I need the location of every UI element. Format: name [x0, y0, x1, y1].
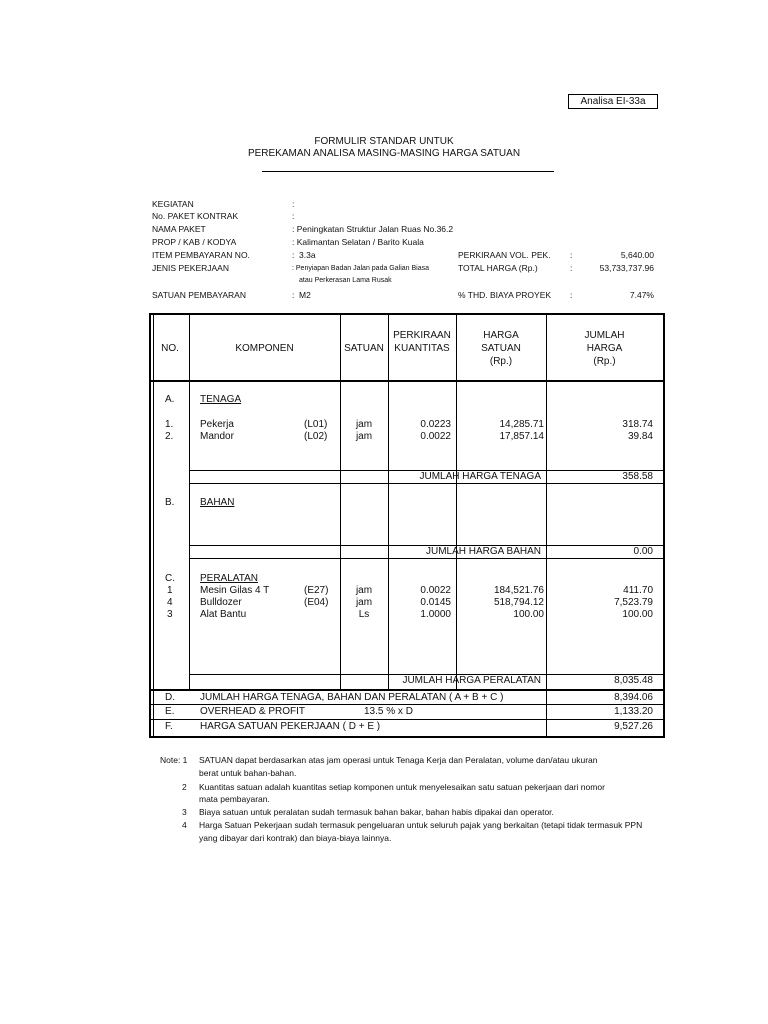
- note-2-num: 2: [182, 782, 187, 792]
- row-qty: 0.0223: [420, 419, 451, 430]
- title-underline: [262, 171, 554, 172]
- row-unit: jam: [355, 431, 373, 442]
- tenaga-sum-label: JUMLAH HARGA TENAGA: [419, 471, 541, 482]
- tenaga-sum-value: 358.58: [622, 471, 653, 482]
- row-code: (E04): [304, 597, 329, 608]
- total-value: 53,733,737.96: [599, 263, 654, 273]
- bahan-sum-bottom: [189, 558, 663, 559]
- d-row-bottom: [151, 704, 663, 705]
- note-3a: Biaya satuan untuk peralatan sudah termasuk bahan bakar, bahan habis dipakai dan operator.: [199, 807, 554, 817]
- jenis-value-1: : Penyiapan Badan Jalan pada Galian Biasa: [292, 265, 429, 272]
- row-code-d: D.: [165, 692, 175, 703]
- total-colon: :: [570, 263, 573, 273]
- row-name: Alat Bantu: [200, 609, 247, 620]
- header-jumlah: JUMLAH: [584, 330, 625, 341]
- row-value-d: 8,394.06: [614, 692, 653, 703]
- note-2a: Kuantitas satuan adalah kuantitas setiap komponen untuk menyelesaikan satu satuan pekerjaan dari nomor: [199, 782, 605, 792]
- document-reference: Analisa EI-33a: [568, 94, 658, 109]
- row-label-d: JUMLAH HARGA TENAGA, BAHAN DAN PERALATAN ( A + B + C ): [200, 692, 504, 703]
- vol-value: 5,640.00: [620, 250, 654, 260]
- pct-label: % THD. BIAYA PROYEK: [458, 290, 552, 300]
- row-code: (L02): [304, 431, 328, 442]
- header-jumlah-harga: HARGA: [586, 343, 623, 354]
- item-value: 3.3a: [299, 250, 316, 260]
- note-1a: SATUAN dapat berdasarkan atas jam operasi untuk Tenaga Kerja dan Peralatan, volume dan/atau ukuran: [199, 755, 598, 765]
- header-jumlah-rp: (Rp.): [593, 356, 616, 367]
- row-price: 184,521.76: [493, 585, 544, 596]
- row-name: Mesin Gilas 4 T: [200, 585, 270, 596]
- col-line-no: [189, 315, 190, 689]
- header-harga: HARGA: [483, 330, 519, 341]
- header-komponen: KOMPONEN: [235, 343, 294, 354]
- row-unit: jam: [355, 585, 373, 596]
- header-satuan: SATUAN: [344, 343, 384, 354]
- section-code-a: A.: [165, 394, 175, 405]
- row-name: Bulldozer: [200, 597, 242, 608]
- note-4a: Harga Satuan Pekerjaan sudah termasuk pengeluaran untuk seluruh pajak yang berkaitan (tetapi tidak termasuk PPN: [199, 820, 643, 830]
- total-label: TOTAL HARGA (Rp.): [458, 263, 538, 273]
- row-total: 100.00: [622, 609, 653, 620]
- row-no: 1: [167, 585, 173, 596]
- row-total: 7,523.79: [614, 597, 653, 608]
- peralatan-sum-value: 8,035.48: [614, 675, 653, 686]
- header-bottom-line: [151, 380, 663, 382]
- row-total: 39.84: [627, 431, 653, 442]
- row-total: 318.74: [622, 419, 653, 430]
- paket-label: No. PAKET KONTRAK: [152, 211, 239, 221]
- form-title-line2: PEREKAMAN ANALISA MASING-MASING HARGA SATUAN: [247, 148, 521, 159]
- nama-label: NAMA PAKET: [152, 224, 206, 234]
- peralatan-sum-bottom: [151, 689, 663, 691]
- row-total: 411.70: [623, 585, 653, 596]
- header-kuantitas: KUANTITAS: [394, 343, 450, 354]
- peralatan-sum-label: JUMLAH HARGA PERALATAN: [402, 675, 541, 686]
- e-row-bottom: [151, 719, 663, 720]
- bahan-sum-label: JUMLAH HARGA BAHAN: [425, 546, 541, 557]
- header-harga-satuan: SATUAN: [481, 343, 521, 354]
- section-title-peralatan: PERALATAN: [200, 573, 258, 584]
- col-line-satuan: [388, 315, 389, 689]
- row-code-f: F.: [165, 721, 173, 732]
- row-value-f: 9,527.26: [614, 721, 653, 732]
- col-line-kuantitas: [456, 315, 457, 689]
- row-price: 14,285.71: [499, 419, 544, 430]
- note-1b: berat untuk bahan-bahan.: [199, 768, 297, 778]
- section-title-bahan: BAHAN: [200, 497, 235, 508]
- satuan-value: M2: [299, 290, 311, 300]
- row-price: 100.00: [513, 609, 544, 620]
- inner-left-border: [153, 315, 154, 736]
- note-4b: yang dibayar dari kontrak) dan biaya-biaya lainnya.: [199, 833, 392, 843]
- prop-label: PROP / KAB / KODYA: [152, 237, 237, 247]
- col-line-harga: [546, 315, 547, 736]
- row-label-f: HARGA SATUAN PEKERJAAN ( D + E ): [200, 721, 381, 732]
- prop-value: : Kalimantan Selatan / Barito Kuala: [292, 237, 424, 247]
- vol-colon: :: [570, 250, 573, 260]
- note-3-num: 3: [182, 807, 187, 817]
- row-code: (E27): [304, 585, 329, 596]
- section-code-c: C.: [165, 573, 175, 584]
- kegiatan-value: :: [292, 199, 295, 209]
- row-price: 518,794.12: [493, 597, 544, 608]
- row-label-e: OVERHEAD & PROFIT: [200, 706, 306, 717]
- analysis-table: [149, 313, 665, 738]
- row-name: Mandor: [200, 431, 234, 442]
- row-unit: jam: [355, 597, 373, 608]
- vol-label: PERKIRAAN VOL. PEK.: [458, 250, 551, 260]
- paket-value: :: [292, 211, 295, 221]
- col-line-komponen: [340, 315, 341, 689]
- row-no: 4: [167, 597, 173, 608]
- pct-colon: :: [570, 290, 573, 300]
- note-prefix: Note: 1: [160, 755, 188, 765]
- row-no: 3: [167, 609, 173, 620]
- row-no: 1.: [165, 419, 174, 430]
- row-mid-e: 13.5 % x D: [364, 706, 413, 717]
- item-colon: :: [292, 250, 295, 260]
- row-name: Pekerja: [200, 419, 234, 430]
- row-code-e: E.: [165, 706, 175, 717]
- row-value-e: 1,133.20: [614, 706, 653, 717]
- satuan-label: SATUAN PEMBAYARAN: [152, 290, 246, 300]
- row-qty: 0.0022: [420, 431, 451, 442]
- section-title-tenaga: TENAGA: [200, 394, 242, 405]
- row-code: (L01): [304, 419, 328, 430]
- jenis-label: JENIS PEKERJAAN: [152, 263, 229, 273]
- header-harga-rp: (Rp.): [489, 356, 513, 367]
- tenaga-sum-bottom: [189, 483, 663, 484]
- row-unit: Ls: [358, 609, 370, 620]
- bahan-sum-value: 0.00: [633, 546, 653, 557]
- row-qty: 0.0022: [420, 585, 451, 596]
- row-qty: 0.0145: [420, 597, 451, 608]
- row-qty: 1.0000: [420, 609, 451, 620]
- kegiatan-label: KEGIATAN: [152, 199, 194, 209]
- note-4-num: 4: [182, 820, 187, 830]
- row-price: 17,857.14: [499, 431, 544, 442]
- nama-value: : Peningkatan Struktur Jalan Ruas No.36.2: [292, 224, 454, 234]
- row-unit: jam: [355, 419, 373, 430]
- form-title-line1: FORMULIR STANDAR UNTUK: [314, 136, 454, 147]
- jenis-value-2: atau Perkerasan Lama Rusak: [299, 277, 392, 284]
- header-no: NO.: [161, 343, 179, 354]
- header-perkiraan: PERKIRAAN: [393, 330, 451, 341]
- satuan-colon: :: [292, 290, 295, 300]
- pct-value: 7.47%: [629, 290, 654, 300]
- row-no: 2.: [165, 431, 174, 442]
- section-code-b: B.: [165, 497, 175, 508]
- item-label: ITEM PEMBAYARAN NO.: [152, 250, 250, 260]
- note-2b: mata pembayaran.: [199, 794, 270, 804]
